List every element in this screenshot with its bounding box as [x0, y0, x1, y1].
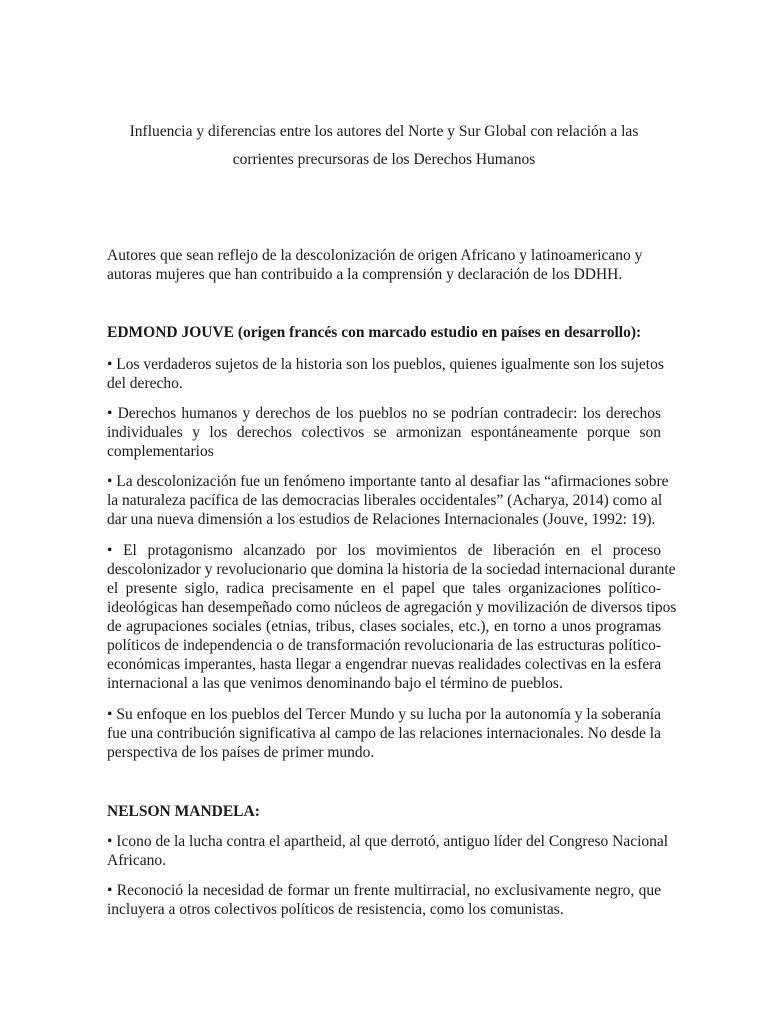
jouve-bullet-2-line: complementarios	[107, 443, 214, 460]
jouve-bullet-4	[107, 541, 677, 693]
jouve-bullet-3	[107, 472, 669, 529]
section-heading-jouve: EDMOND JOUVE (origen francés con marcado estudio en países en desarrollo):	[107, 324, 642, 341]
jouve-bullet-2-line: • Derechos humanos y derechos de los pueblos no se podrían contradecir: los derechos	[107, 405, 661, 422]
jouve-bullet-1-line: • Los verdaderos sujetos de la historia son los pueblos, quienes igualmente son los sujetos	[107, 356, 664, 373]
jouve-bullet-5-line: • Su enfoque en los pueblos del Tercer Mundo y su lucha por la autonomía y la soberanía	[107, 706, 661, 723]
mandela-bullet-1	[107, 832, 669, 870]
jouve-bullet-4-line: de agrupaciones sociales (etnias, tribus, clases sociales, etc.), en torno a unos programas	[107, 618, 661, 635]
jouve-bullet-5-line: fue una contribución significativa al campo de las relaciones internacionales. No desde la	[107, 725, 661, 742]
mandela-bullet-2-line: incluyera a otros colectivos políticos de resistencia, como los comunistas.	[107, 901, 564, 918]
document-title	[100, 118, 668, 174]
jouve-bullet-4-line: ideológicas han desempeñado como núcleos de agregación y movilización de diversos tipos	[107, 599, 677, 616]
jouve-bullet-5	[107, 705, 661, 762]
mandela-bullet-1-line: Africano.	[107, 852, 166, 869]
mandela-bullet-2-line: • Reconoció la necesidad de formar un frente multirracial, no exclusivamente negro, que	[107, 882, 661, 899]
jouve-bullet-3-line: • La descolonización fue un fenómeno importante tanto al desafiar las “afirmaciones sobre	[107, 473, 669, 490]
intro-paragraph	[107, 246, 662, 284]
intro-line-2: autoras mujeres que han contribuido a la comprensión y declaración de los DDHH.	[107, 266, 623, 283]
jouve-bullet-1-line: del derecho.	[107, 375, 183, 392]
jouve-bullet-4-line: • El protagonismo alcanzado por los movimientos de liberación en el proceso	[107, 542, 661, 559]
mandela-bullet-2	[107, 881, 661, 919]
jouve-bullet-5-line: perspectiva de los países de primer mundo.	[107, 744, 375, 761]
jouve-bullet-2-line: individuales y los derechos colectivos se armonizan espontáneamente porque son	[107, 424, 661, 441]
jouve-bullet-2	[107, 404, 661, 461]
jouve-bullet-4-line: descolonizador y revolucionario que domina la historia de la sociedad internacional durante	[107, 561, 676, 578]
jouve-bullet-1	[107, 355, 664, 393]
jouve-bullet-4-line: el presente siglo, radica precisamente en el papel que tales organizaciones político-	[107, 580, 661, 597]
jouve-bullet-4-line: internacional a las que venimos denominando bajo el término de pueblos.	[107, 675, 563, 692]
jouve-bullet-4-line: económicas imperantes, hasta llegar a engendrar nuevas realidades colectivas en la esfera	[107, 656, 662, 673]
jouve-bullet-3-line: la naturaleza pacífica de las democracias liberales occidentales” (Acharya, 2014) como al	[107, 492, 663, 509]
jouve-bullet-3-line: dar una nueva dimensión a los estudios de Relaciones Internacionales (Jouve, 1992: 19).	[107, 511, 656, 528]
section-heading-mandela: NELSON MANDELA:	[107, 803, 260, 820]
mandela-bullet-1-line: • Icono de la lucha contra el apartheid, al que derrotó, antiguo líder del Congreso Nacional	[107, 833, 669, 850]
title-line-2: corrientes precursoras de los Derechos Humanos	[232, 151, 536, 168]
title-line-1: Influencia y diferencias entre los autores del Norte y Sur Global con relación a las	[129, 123, 639, 140]
jouve-bullet-4-line: políticos de independencia o de transformación revolucionaria de las estructuras político-	[107, 637, 661, 654]
intro-line-1: Autores que sean reflejo de la descolonización de origen Africano y latinoamericano y	[107, 247, 643, 264]
